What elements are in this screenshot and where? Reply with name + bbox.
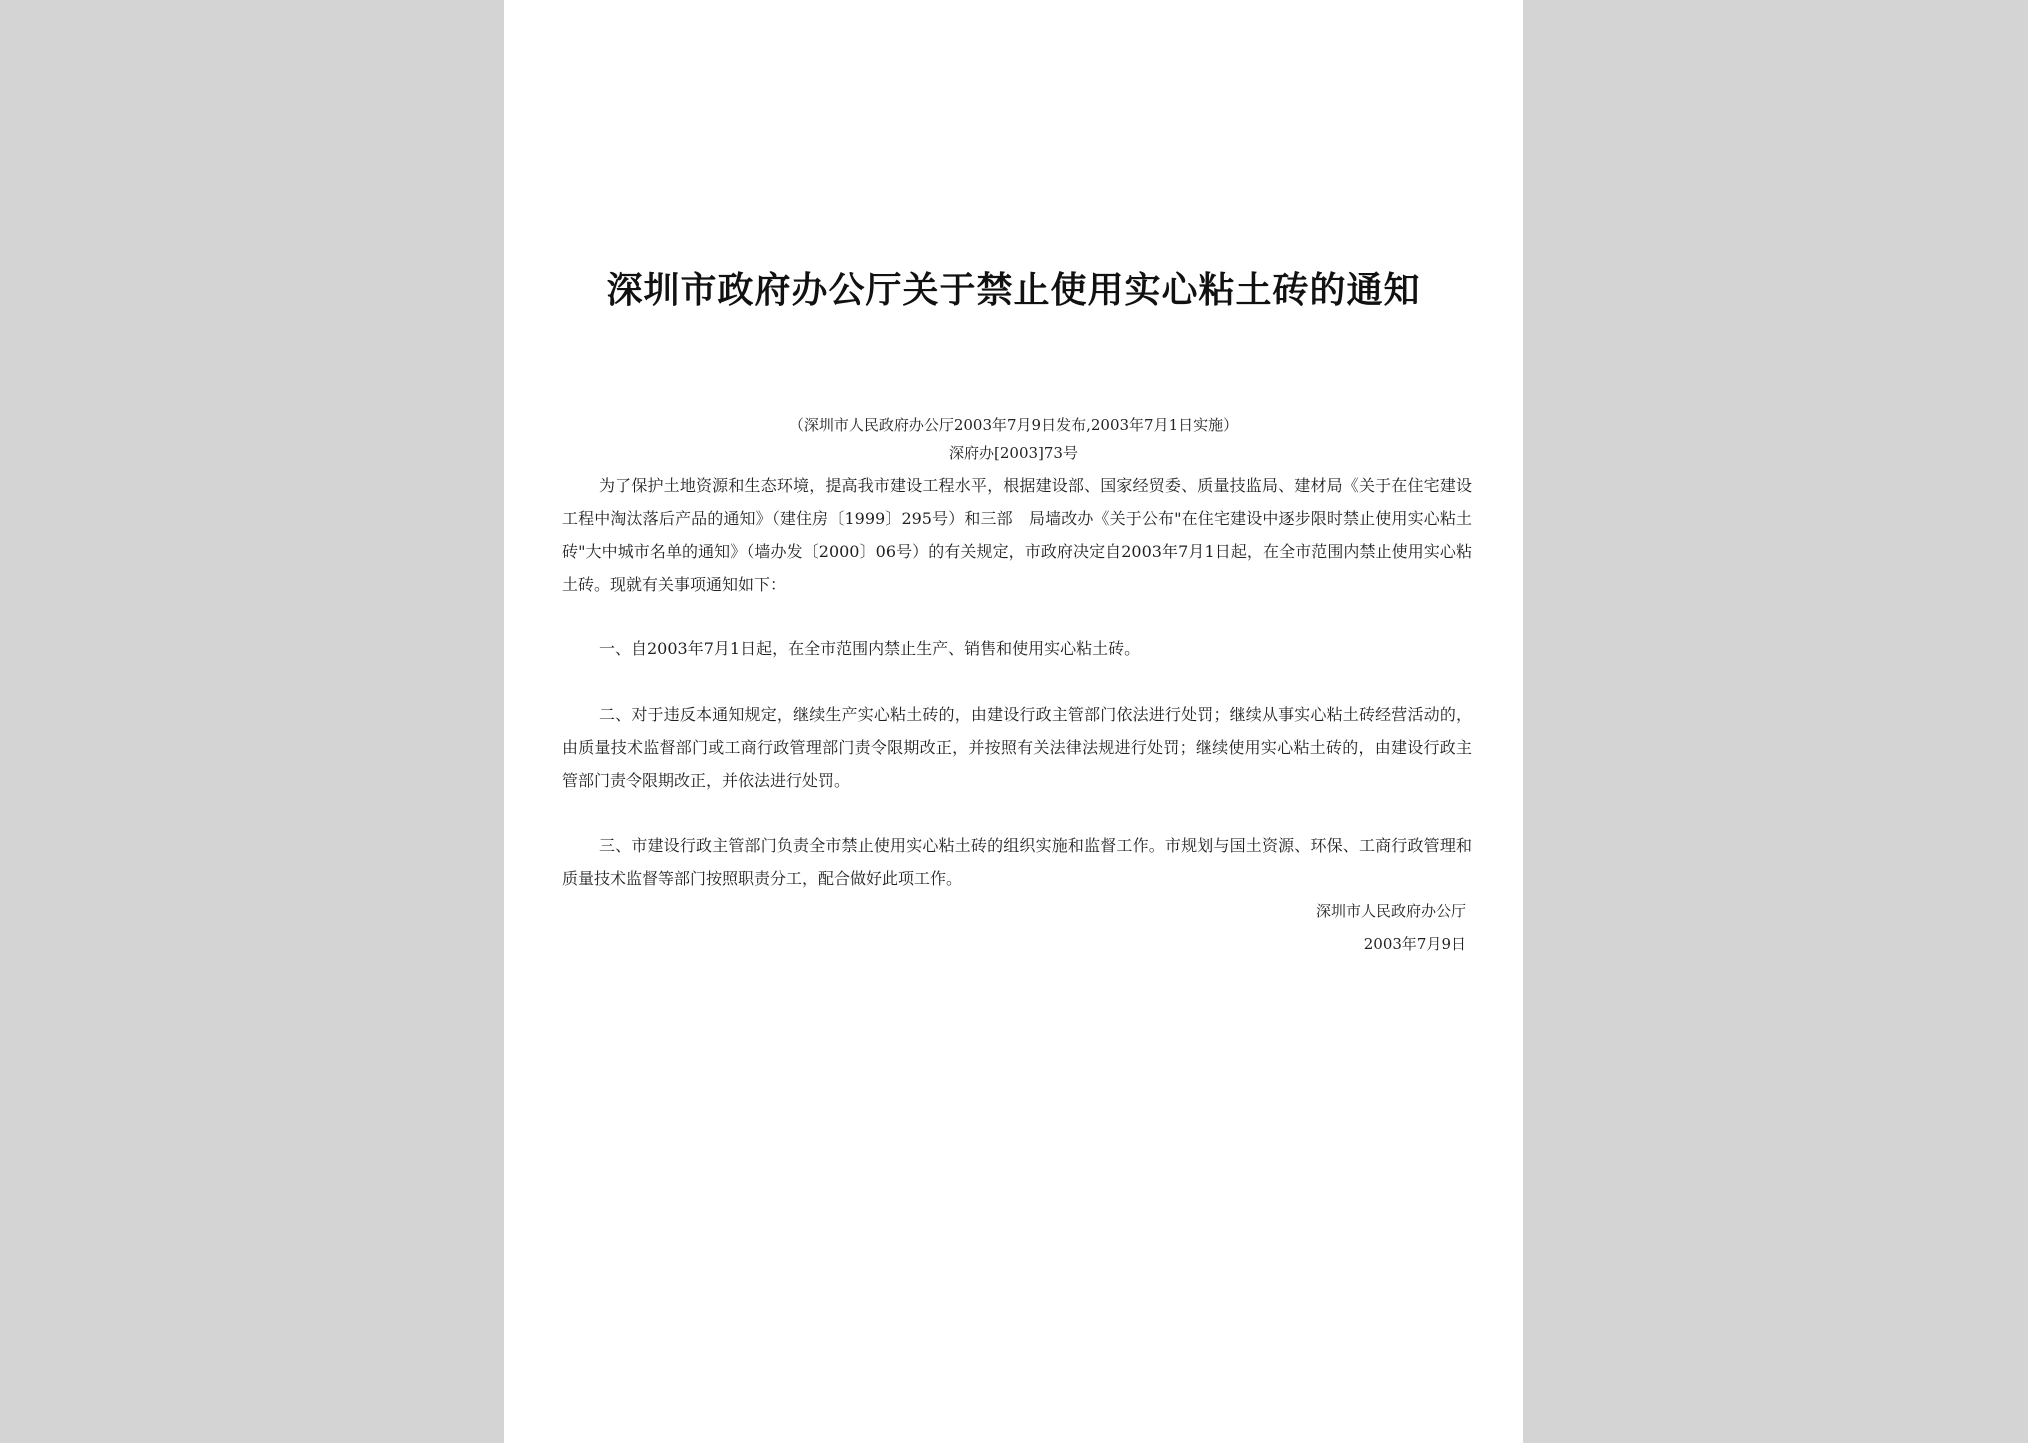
item-1-paragraph: 一、自2003年7月1日起，在全市范围内禁止生产、销售和使用实心粘土砖。 bbox=[599, 639, 1141, 658]
document-page bbox=[504, 0, 1523, 1443]
item-2-block bbox=[562, 698, 1472, 797]
intro-paragraph-block bbox=[562, 469, 1472, 601]
document-number: 深府办[2003]73号 bbox=[949, 444, 1078, 462]
item-2-paragraph: 二、对于违反本通知规定，继续生产实心粘土砖的，由建设行政主管部门依法进行处罚；继续从事实心粘土砖经营活动的，由质量技术监督部门或工商行政管理部门责令限期改正，并按照有关法律法规进行处罚；继续使用实心粘土砖的，由建设行政主管部门责令限期改正，并依法进行处罚。 bbox=[562, 705, 1472, 790]
intro-paragraph: 为了保护土地资源和生态环境，提高我市建设工程水平，根据建设部、国家经贸委、质量技监局、建材局《关于在住宅建设工程中淘汰落后产品的通知》（建住房〔1999〕295号）和三部 局墙改办《关于公布"在住宅建设中逐步限时禁止使用实心粘土砖"大中城市名单的通知》（墙办发〔2000〕06号）的有关规定，市政府决定自2003年7月1日起，在全市范围内禁止使用实心粘土砖。现就有关事项通知如下： bbox=[562, 476, 1472, 594]
item-3-paragraph: 三、市建设行政主管部门负责全市禁止使用实心粘土砖的组织实施和监督工作。市规划与国土资源、环保、工商行政管理和质量技术监督等部门按照职责分工，配合做好此项工作。 bbox=[562, 836, 1472, 888]
document-title: 深圳市政府办公厅关于禁止使用实心粘土砖的通知 bbox=[606, 269, 1421, 311]
item-3-block bbox=[562, 829, 1472, 895]
publication-info: （深圳市人民政府办公厅2003年7月9日发布,2003年7月1日实施） bbox=[788, 416, 1239, 434]
signature-organization: 深圳市人民政府办公厅 bbox=[1315, 902, 1466, 920]
signature-date: 2003年7月9日 bbox=[1363, 935, 1466, 953]
item-1-block bbox=[562, 632, 1472, 665]
